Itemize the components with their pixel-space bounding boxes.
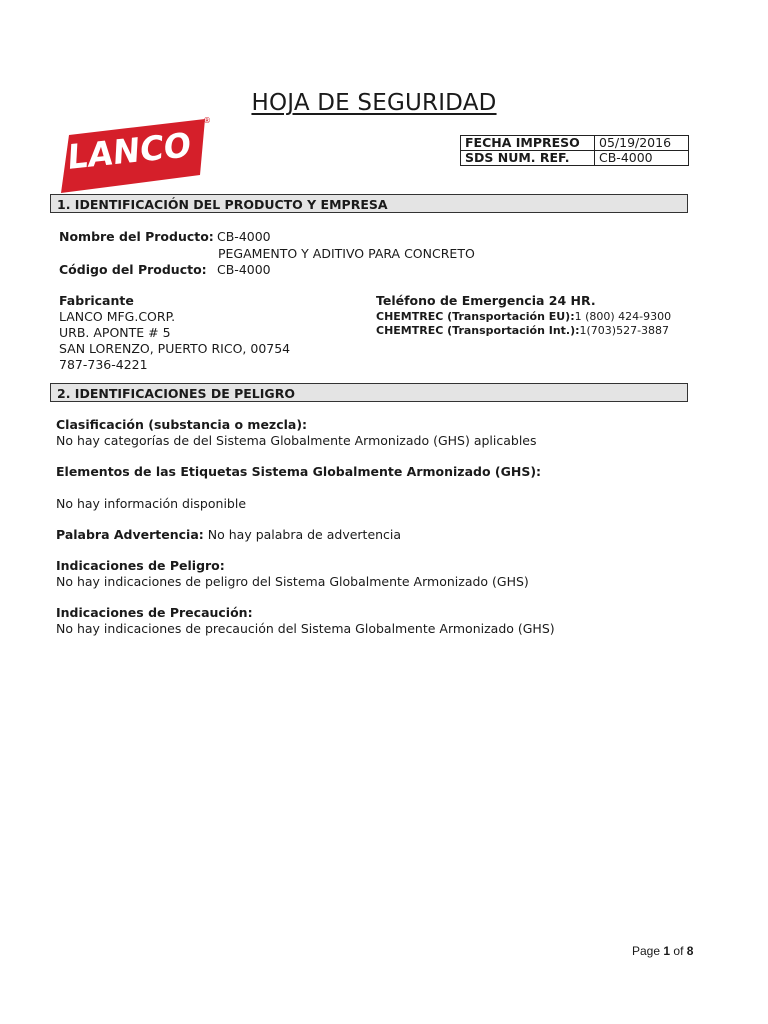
signal-word	[56, 527, 401, 542]
precaution-statements-text: No hay indicaciones de precaución del Sistema Globalmente Armonizado (GHS)	[56, 621, 555, 636]
page-current: 1	[663, 944, 671, 958]
hazard-statements-text: No hay indicaciones de peligro del Sistema Globalmente Armonizado (GHS)	[56, 574, 529, 589]
chemtrec-eu-label: CHEMTREC (Transportación EU):	[376, 310, 575, 323]
signal-word-label: Palabra Advertencia:	[56, 527, 204, 542]
sds-ref-label: SDS NUM. REF.	[461, 151, 595, 166]
print-date-value: 05/19/2016	[595, 136, 689, 151]
table-row	[461, 151, 689, 166]
print-date-label: FECHA IMPRESO	[461, 136, 595, 151]
chemtrec-int	[376, 323, 669, 338]
info-table	[460, 135, 689, 166]
chemtrec-eu	[376, 309, 671, 324]
product-code-label: Código del Producto:	[59, 262, 207, 277]
product-name-value: CB-4000	[217, 229, 271, 244]
page-word: Page	[632, 944, 661, 958]
label-elements-text: No hay información disponible	[56, 496, 247, 511]
document-title: HOJA DE SEGURIDAD	[251, 90, 497, 116]
manufacturer-line: LANCO MFG.CORP.	[59, 309, 176, 324]
chemtrec-int-value: 1(703)527-3887	[579, 324, 670, 337]
chemtrec-eu-value: 1 (800) 424-9300	[574, 310, 672, 323]
sds-ref-value: CB-4000	[595, 151, 689, 166]
label-elements-label: Elementos de las Etiquetas Sistema Globalmente Armonizado (GHS):	[56, 464, 542, 479]
chemtrec-int-label: CHEMTREC (Transportación Int.):	[376, 324, 580, 337]
product-code-value: CB-4000	[217, 262, 271, 277]
precaution-statements-label: Indicaciones de Precaución:	[56, 605, 253, 620]
section2-heading: 2. IDENTIFICACIONES DE PELIGRO	[50, 383, 688, 402]
emergency-phone-label: Teléfono de Emergencia 24 HR.	[376, 293, 596, 308]
table-row	[461, 136, 689, 151]
manufacturer-line: URB. APONTE # 5	[59, 325, 171, 340]
manufacturer-line: SAN LORENZO, PUERTO RICO, 00754	[59, 341, 291, 356]
classification-text: No hay categorías de del Sistema Globalmente Armonizado (GHS) aplicables	[56, 433, 537, 448]
signal-word-text: No hay palabra de advertencia	[207, 527, 402, 542]
lanco-logo	[57, 113, 211, 193]
manufacturer-line: 787-736-4221	[59, 357, 148, 372]
svg-text:®: ®	[203, 116, 211, 125]
product-name-label: Nombre del Producto:	[59, 229, 214, 244]
page-number	[632, 944, 693, 958]
manufacturer-label: Fabricante	[59, 293, 134, 308]
hazard-statements-label: Indicaciones de Peligro:	[56, 558, 225, 573]
of-word: of	[673, 944, 684, 958]
page-total: 8	[686, 944, 694, 958]
product-description: PEGAMENTO Y ADITIVO PARA CONCRETO	[218, 246, 475, 261]
svg-text:LANCO: LANCO	[66, 124, 201, 178]
section1-heading: 1. IDENTIFICACIÓN DEL PRODUCTO Y EMPRESA	[50, 194, 688, 213]
classification-label: Clasificación (substancia o mezcla):	[56, 417, 308, 432]
